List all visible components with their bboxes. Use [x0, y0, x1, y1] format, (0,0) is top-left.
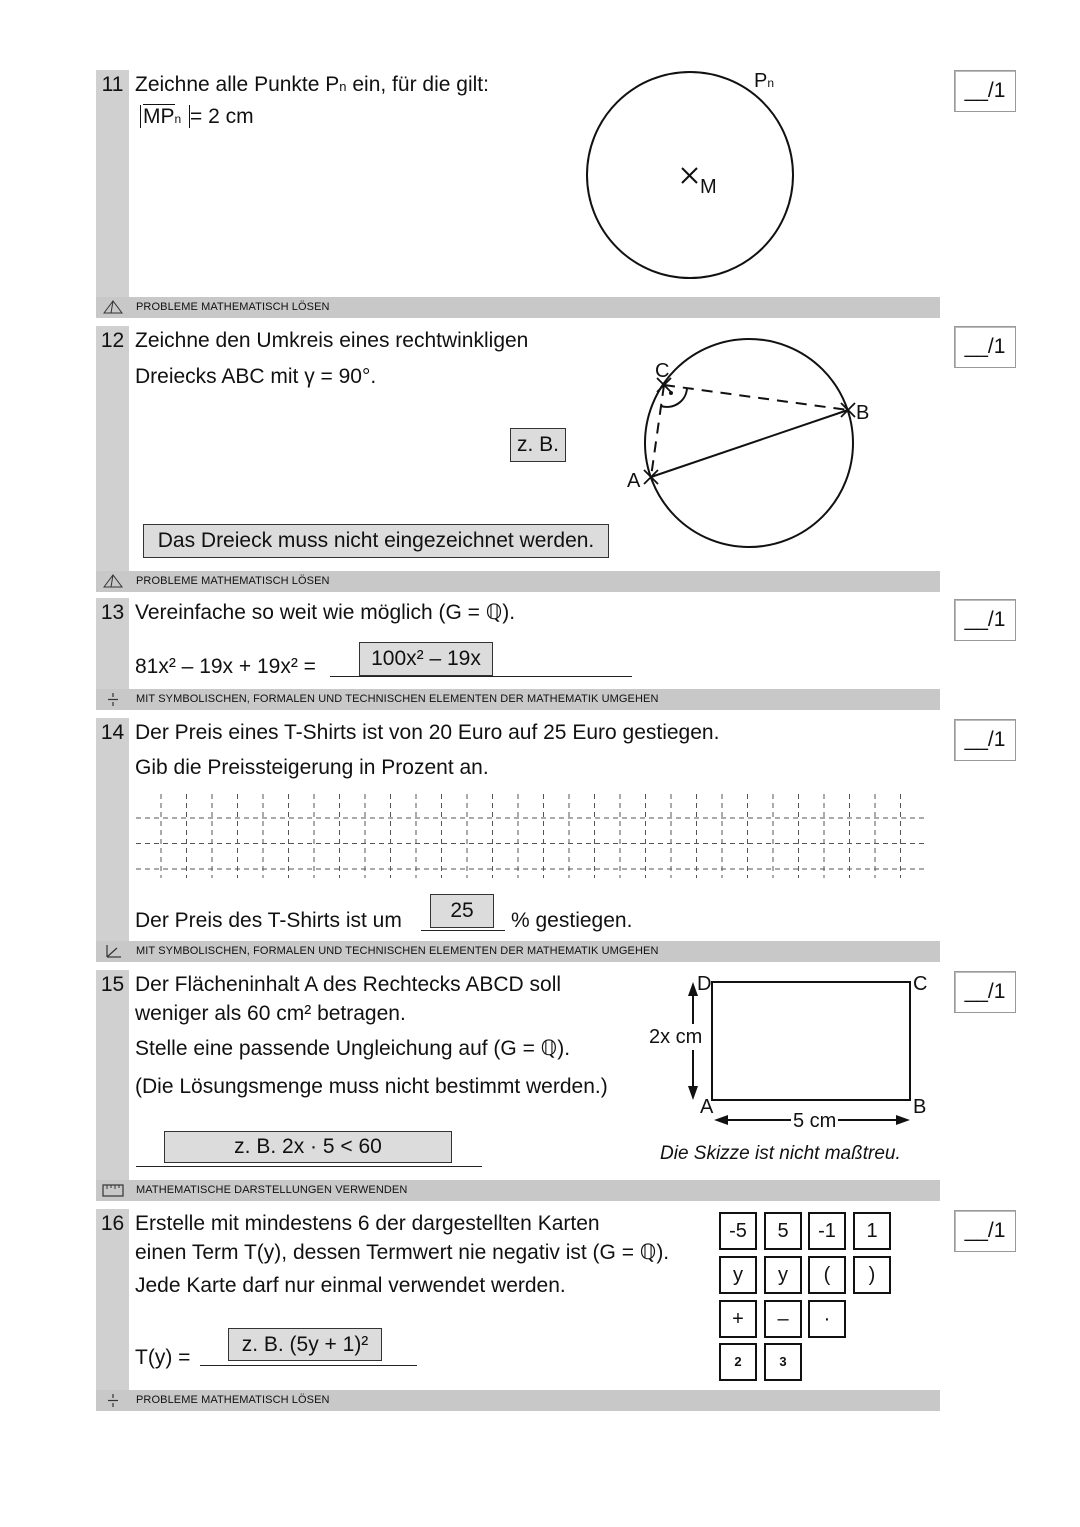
- task-13: [96, 598, 940, 710]
- task-number: 15: [100, 973, 125, 996]
- task-number: 12: [100, 329, 125, 352]
- answer-suffix: % gestiegen.: [511, 909, 633, 932]
- task-12: [96, 326, 940, 592]
- task-text-line2: Gib die Preissteigerung in Prozent an.: [135, 756, 489, 779]
- circumcircle-figure: [96, 326, 940, 572]
- task-11: [96, 70, 940, 318]
- label-m: M: [700, 176, 717, 198]
- card-1[interactable]: 1: [853, 1212, 891, 1250]
- card-close-paren[interactable]: ): [853, 1256, 891, 1294]
- task-number: 14: [100, 721, 125, 744]
- formula: MPn = 2 cm: [140, 104, 254, 132]
- task-text-line2: weniger als 60 cm² betragen.: [135, 1002, 406, 1025]
- score-box-14[interactable]: __/1: [954, 719, 1016, 761]
- label-a: A: [627, 470, 641, 492]
- card-exp-3[interactable]: 3: [764, 1343, 802, 1381]
- answer-prefix: Der Preis des T-Shirts ist um: [135, 909, 402, 932]
- expression: 81x² – 19x + 19x² =: [135, 655, 316, 678]
- task-text: Vereinfache so weit wie möglich (G = ℚ).: [135, 601, 516, 624]
- card-minus-5[interactable]: -5: [719, 1212, 757, 1250]
- answer-box: 100x² – 19x: [359, 642, 493, 676]
- fraction-icon: [102, 691, 124, 708]
- card-times[interactable]: ·: [808, 1300, 846, 1338]
- task-number: 13: [100, 601, 125, 624]
- score-box-11[interactable]: __/1: [954, 70, 1016, 112]
- card-minus-1[interactable]: -1: [808, 1212, 846, 1250]
- task-16: [96, 1209, 940, 1411]
- answer-box: 25: [430, 894, 494, 928]
- score-box-12[interactable]: __/1: [954, 326, 1016, 368]
- card-y[interactable]: y: [719, 1256, 757, 1294]
- task-text-line2: Dreiecks ABC mit γ = 90°.: [135, 365, 377, 388]
- task-14: [96, 718, 940, 962]
- task-text-line1: Erstelle mit mindestens 6 der dargestellten Karten: [135, 1212, 600, 1235]
- sketch-caption: Die Skizze ist nicht maßtreu.: [660, 1143, 901, 1164]
- score-box-16[interactable]: __/1: [954, 1210, 1016, 1252]
- task-text-line2: einen Term T(y), dessen Termwert nie negativ ist (G = ℚ).: [135, 1241, 670, 1264]
- card-y[interactable]: y: [764, 1256, 802, 1294]
- task-text-line3: Jede Karte darf nur einmal verwendet werden.: [135, 1274, 566, 1297]
- pyramid-icon: [102, 299, 124, 316]
- circle-figure: [96, 70, 940, 298]
- card-open-paren[interactable]: (: [808, 1256, 846, 1294]
- task-text-line1: Der Flächeninhalt A des Rechtecks ABCD soll: [135, 973, 562, 996]
- scratch-grid[interactable]: [136, 794, 926, 878]
- zb-label: z. B.: [510, 428, 566, 462]
- rectangle-abcd: [712, 982, 910, 1100]
- card-exp-2[interactable]: 2: [719, 1343, 757, 1381]
- ruler-icon: [102, 1182, 124, 1199]
- term-label: T(y) =: [135, 1346, 191, 1369]
- label-a: A: [700, 1096, 714, 1118]
- card-5[interactable]: 5: [764, 1212, 802, 1250]
- note-box: Das Dreieck muss nicht eingezeichnet werden.: [143, 524, 609, 558]
- competence-footer: PROBLEME MATHEMATISCH LÖSEN: [96, 1390, 940, 1411]
- task-number: 11: [101, 73, 124, 96]
- answer-box: z. B. 2x · 5 < 60: [164, 1131, 452, 1163]
- label-c: C: [655, 360, 670, 382]
- task-15: [96, 970, 940, 1201]
- width-label: 5 cm: [793, 1110, 837, 1132]
- label-c: C: [913, 973, 928, 995]
- axes-icon: [102, 943, 124, 960]
- pyramid-icon: [102, 573, 124, 590]
- competence-footer: MIT SYMBOLISCHEN, FORMALEN UND TECHNISCHEN ELEMENTEN DER MATHEMATIK UMGEHEN: [96, 941, 940, 962]
- card-plus[interactable]: +: [719, 1300, 757, 1338]
- height-label: 2x cm: [649, 1026, 703, 1048]
- answer-line: [200, 1365, 417, 1366]
- number-bar: [96, 718, 129, 942]
- competence-footer: PROBLEME MATHEMATISCH LÖSEN: [96, 571, 940, 592]
- fraction-icon: [102, 1392, 124, 1409]
- task-number: 16: [100, 1212, 125, 1235]
- answer-line: [330, 676, 632, 677]
- card-minus[interactable]: –: [764, 1300, 802, 1338]
- task-text: Zeichne alle Punkte Pn ein, für die gilt:: [135, 73, 489, 96]
- score-box-13[interactable]: __/1: [954, 599, 1016, 641]
- task-text-line4: (Die Lösungsmenge muss nicht bestimmt werden.): [135, 1075, 608, 1098]
- competence-footer: MIT SYMBOLISCHEN, FORMALEN UND TECHNISCHEN ELEMENTEN DER MATHEMATIK UMGEHEN: [96, 689, 940, 710]
- label-d: D: [697, 973, 712, 995]
- label-b: B: [913, 1096, 927, 1118]
- label-b: B: [856, 402, 870, 424]
- answer-line: [421, 930, 505, 931]
- task-text-line3: Stelle eine passende Ungleichung auf (G = ℚ).: [135, 1037, 571, 1060]
- competence-footer: PROBLEME MATHEMATISCH LÖSEN: [96, 297, 940, 318]
- answer-box: z. B. (5y + 1)²: [228, 1328, 382, 1361]
- task-text-line1: Der Preis eines T-Shirts ist von 20 Euro auf 25 Euro gestiegen.: [135, 721, 720, 744]
- competence-footer: MATHEMATISCHE DARSTELLUNGEN VERWENDEN: [96, 1180, 940, 1201]
- task-text-line1: Zeichne den Umkreis eines rechtwinkligen: [135, 329, 529, 352]
- label-pn: Pn: [754, 70, 775, 92]
- score-box-15[interactable]: __/1: [954, 971, 1016, 1013]
